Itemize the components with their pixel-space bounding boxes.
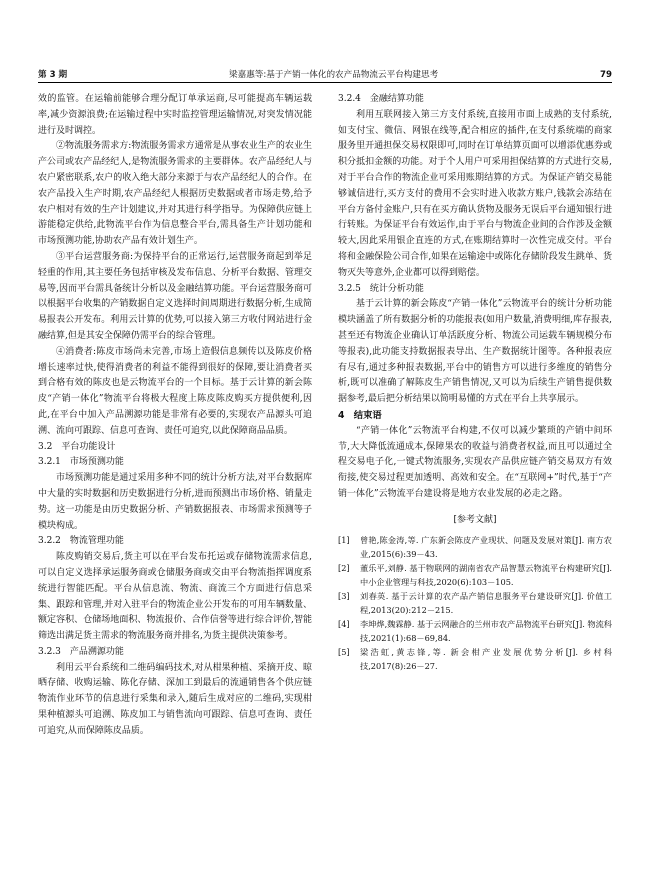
paragraph: 市场预测功能是通过采用多种不同的统计分析方法,对平台数据库中大量的实时数据和历史数据进行分析,进而预测出市场价格、销量走势。这一功能是由历史数据分析、产销数据报表、市场需求预测等子模块构成。 (38, 473, 312, 531)
paragraph: 利用互联网接入第三方支付系统,直接用市面上成熟的支付系统,如支付宝、微信、网银在线等,配合相应的插件,在支付系统端的商家服务里开通担保交易权限即可,同时在订单结算页面可以增添优惠券或积分抵扣金额的功能。对于个人用户可采用担保结算的方式进行交易,对于平台合作的物流企业可采用账期结算的方式。为保证产销交易能够诚信进行,买方支付的费用不会实时进入收款方账户,钱款会冻结在平台方备付金账户,只有在买方确认货物及服务无误后平台通知银行进行转账。为保证平台有效运作,由于平台与物流企业间的合作涉及金额较大,因此采用银企直连的方式,在账期结算时一次性完成交付。平台将和金融保险公司合作,如果在运输途中或陈化存储阶段发生跳单、货物灭失等意外,企业都可以得到赔偿。 (338, 109, 612, 278)
paragraph: ③平台运营服务商:为保持平台的正常运行,运营服务商起到举足轻重的作用,其主要任务包括审核及发布信息、分析平台数据、管理交易等,因而平台需具备统计分析以及金融结算功能。平台运营服务商可以根据平台收集的产销数据自定义选择时间周期进行数据分析,生成简易报表公开发布。利用云计算的优势,可以接入第三方收付网站进行金融结算,但是其安全保障仍需平台的综合管理。 (38, 251, 312, 341)
issue-number: 第 3 期 (38, 70, 68, 80)
reference-text: 刘春英. 基于云计算的农产品产销信息服务平台建设研究[J]. 价值工程,2013(20):212－215. (360, 590, 612, 615)
references-heading: [参考文献] (453, 514, 497, 525)
reference-number: [4] (338, 618, 350, 629)
paragraph: ④消费者:陈皮市场尚未完善,市场上造假信息频传以及陈皮价格增长速率过快,使得消费者的利益不能得到很好的保障,要让消费者买到合格有效的陈皮也是云物流平台的一个目标。基于云计算的新会陈皮“产销一体化”物流平台将极大程度上陈皮陈皮购买方提供便利,因此,在平台中加入产品溯源功能是非常有必要的,实现农产品源头可追溯、流向可跟踪、信息可查询、责任可追究,以此保障商品品质。 (38, 346, 312, 436)
right-column (338, 92, 612, 673)
left-column (38, 92, 312, 740)
subsection-heading: 3.2.1 市场预测功能 (38, 457, 124, 468)
page-number: 79 (600, 70, 612, 80)
reference-text: 董乐平,刘静. 基于物联网的湖南省农产品智慧云物流平台构建研究[J]. 中小企业管理与科技,2020(6):103－105. (360, 562, 612, 587)
reference-number: [3] (338, 590, 350, 601)
paragraph: 效的监管。在运输前能够合理分配订单承运商,尽可能提高车辆运载率,减少资源浪费;在运输过程中实时监控管理运输情况,对突发情况能进行及时调控。 (38, 94, 312, 136)
subsection-heading: 3.2.2 物流管理功能 (38, 536, 124, 547)
reference-text: 曾艳,陈金涛,等. 广东新会陈皮产业现状、问题及发展对策[J]. 南方农业,2015(6):39－43. (360, 534, 612, 559)
reference-item (338, 589, 612, 617)
subsection-heading: 3.2.3 产品溯源功能 (38, 646, 124, 657)
running-title: 梁嘉惠等:基于产销一体化的农产品物流云平台构建思考 (229, 70, 439, 80)
reference-item (338, 561, 612, 589)
reference-text: 李坤烨,魏霖静. 基于云网融合的兰州市农产品物流平台研究[J]. 物流科技,2021(1):68－69,84. (360, 618, 612, 643)
paragraph: “产销一体化”云物流平台构建,不仅可以减少繁琐的产销中间环节,大大降低流通成本,保障果农的收益与消费者权益,而且可以通过全程交易电子化,一键式物流服务,实现农产品供应链产销交易双方有效衔接,使交易过程更加透明、高效和安全。在“互联网+”时代,基于“产销一体化”云物流平台建设将是地方农业发展的必走之路。 (338, 425, 612, 499)
section-heading: 3.2 平台功能设计 (38, 441, 116, 452)
reference-item (338, 533, 612, 561)
reference-number: [2] (338, 562, 350, 573)
running-header (38, 66, 612, 80)
paragraph: ②物流服务需求方:物流服务需求方通常是从事农业生产的农业生产公司或农产品经纪人,是物流服务需求的主要群体。农产品经纪人与农户紧密联系,农户的收入绝大部分来源于与农产品经纪人的合作。在农产品投入生产时期,农产品经纪人根据历史数据或者市场走势,给予农户相对有效的生产计划建议,并对其进行科学指导。为保障供应链上游能稳定供给,此物流平台作为信息整合平台,需具备生产计划功能和市场预测功能,协助农产品有效计划生产。 (38, 141, 312, 247)
section-heading: 4 结束语 (338, 409, 382, 421)
subsection-heading: 3.2.4 金融结算功能 (338, 94, 424, 104)
subsection-heading: 3.2.5 统计分析功能 (338, 283, 424, 294)
reference-text: 梁浩虹,黄志锋,等. 新会柑产业发展优势分析[J]. 乡村科技,2017(8):26－27. (360, 646, 612, 671)
reference-item (338, 617, 612, 645)
paragraph: 利用云平台系统和二维码编码技术,对从柑果种植、采摘开皮、晾晒存储、收购运输、陈化存储、深加工到最后的流通销售各个供应链物流作业环节的信息进行采集和录入,随后生成对应的二维码,实现柑果种植源头可追溯、陈皮加工与销售流向可跟踪、信息可查询、责任可追究,从而保障陈皮品质。 (38, 662, 312, 736)
reference-item (338, 645, 612, 673)
reference-number: [1] (338, 534, 350, 545)
reference-number: [5] (338, 646, 350, 657)
header-rule (38, 82, 612, 83)
paragraph: 陈皮购销交易后,货主可以在平台发布托运或存储物流需求信息,可以自定义选择承运服务商或仓储服务商或交由平台物流指挥调度系统进行智能匹配。平台从信息流、物流、商流三个方面进行信息采集、跟踪和管理,并对入驻平台的物流企业公开发布的可用车辆数量、额定容积、仓储场地面积、物流报价、合作信誉等进行综合评价,智能筛选出满足货主需求的物流服务商并排名,为货主提供决策参考。 (38, 552, 312, 642)
paragraph: 基于云计算的新会陈皮“产销一体化”云物流平台的统计分析功能模块涵盖了所有数据分析的功能报表(如用户数量,消费明细,库存报表,甚至还有物流企业确认订单活跃度分析、物流公司运载车辆规模分布等报表),此功能支持数据报表导出、生产数据统计图等。各种报表应有尽有,通过多种报表数据,平台中的销售方可以进行多维度的销售分析,既可以准确了解陈皮生产销售情况,又可以为后续生产销售提供数据参考,最后把分析结果以简明易懂的方式在平台上共享展示。 (338, 299, 612, 405)
reference-list (338, 533, 612, 673)
